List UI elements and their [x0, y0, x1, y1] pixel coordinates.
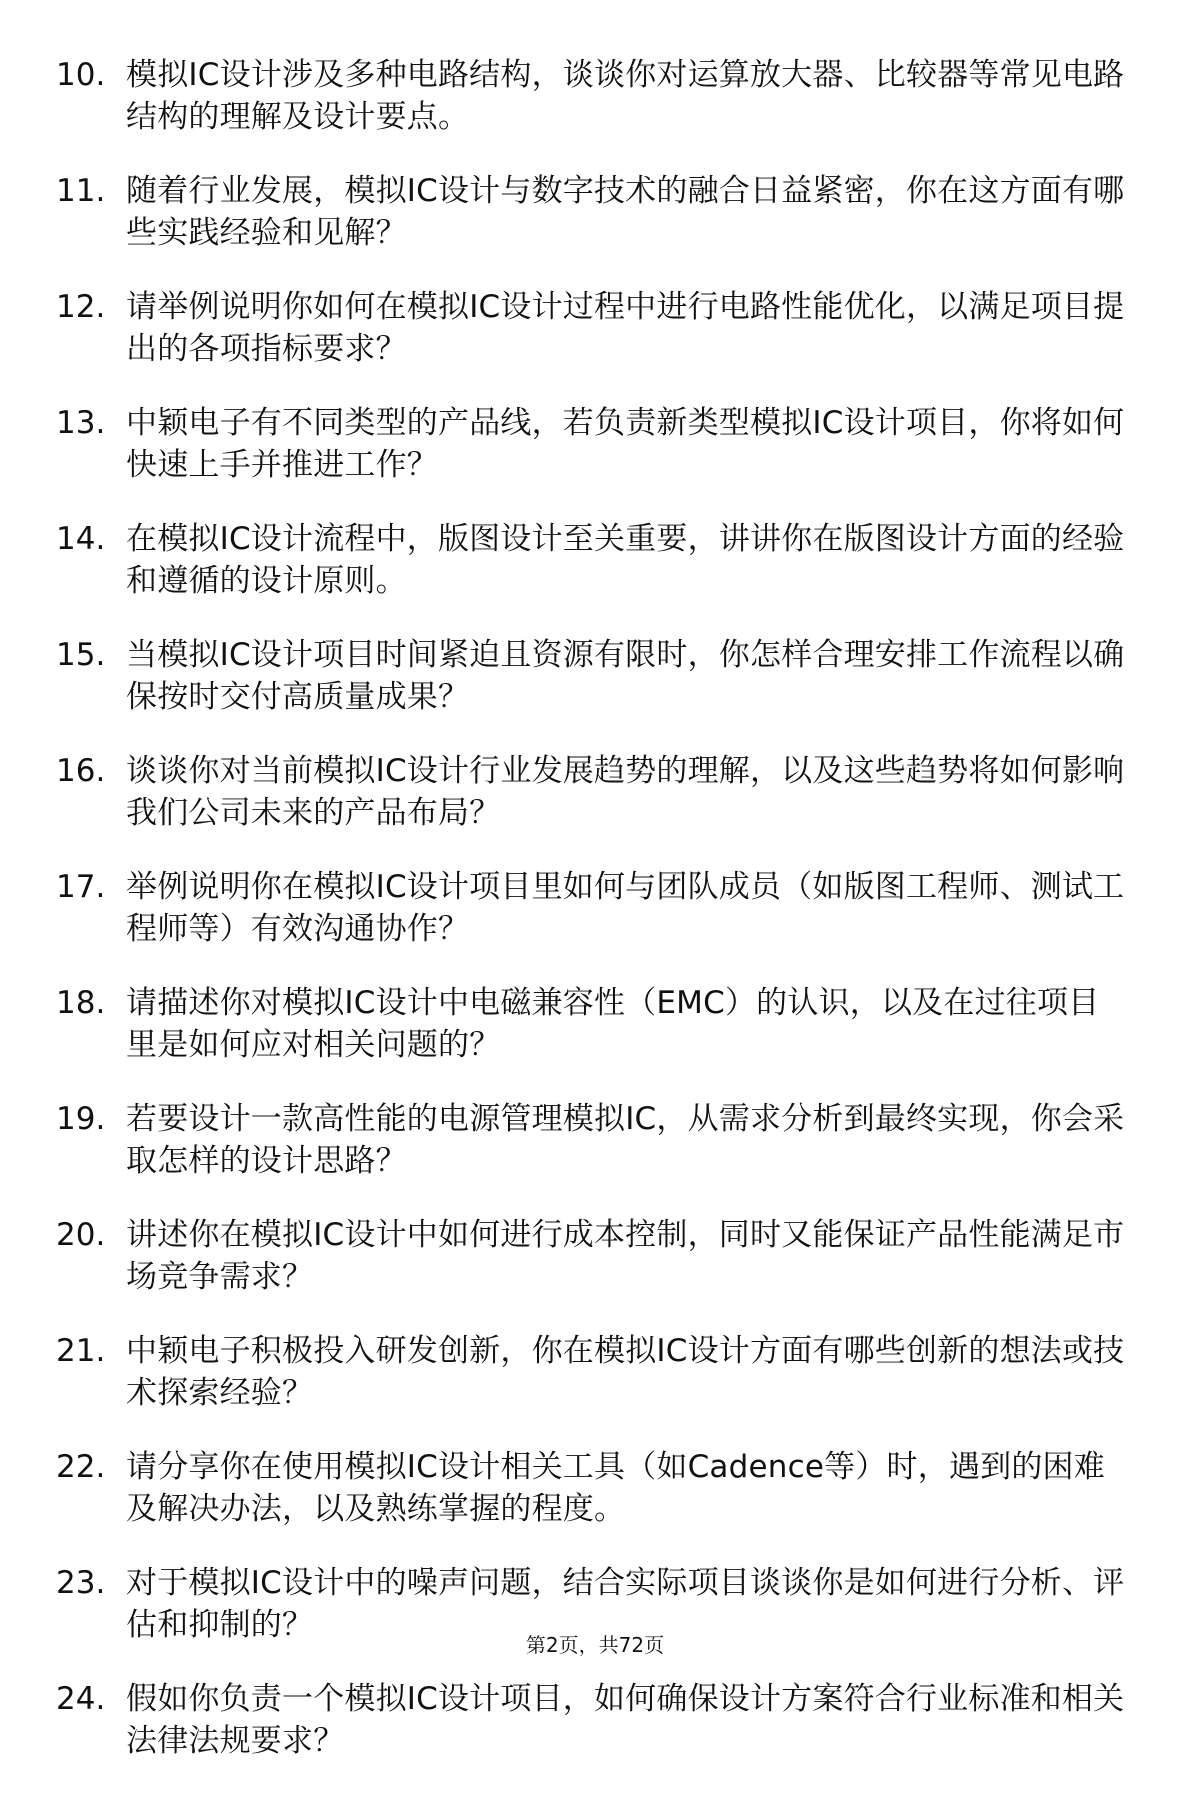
question-text: 在模拟IC设计流程中，版图设计至关重要，讲讲你在版图设计方面的经验和遵循的设计原则。	[126, 521, 1125, 599]
question-number: 22.	[56, 1449, 106, 1485]
question-text: 中颖电子积极投入研发创新，你在模拟IC设计方面有哪些创新的想法或技术探索经验？	[126, 1333, 1125, 1411]
question-text: 模拟IC设计涉及多种电路结构，谈谈你对运算放大器、比较器等常见电路结构的理解及设计要点。	[126, 57, 1125, 135]
question-item	[56, 1562, 1126, 1678]
question-item	[56, 170, 1126, 286]
page-footer	[0, 1632, 1190, 1658]
question-text: 举例说明你在模拟IC设计项目里如何与团队成员（如版图工程师、测试工程师等）有效沟通协作？	[126, 869, 1125, 947]
question-number: 10.	[56, 57, 106, 93]
question-item	[56, 1446, 1126, 1562]
question-number: 21.	[56, 1333, 106, 1369]
question-text: 随着行业发展，模拟IC设计与数字技术的融合日益紧密，你在这方面有哪些实践经验和见解？	[126, 173, 1125, 251]
question-item	[56, 518, 1126, 634]
question-item	[56, 54, 1126, 170]
question-item	[56, 402, 1126, 518]
question-item	[56, 634, 1126, 750]
question-text: 讲述你在模拟IC设计中如何进行成本控制，同时又能保证产品性能满足市场竞争需求？	[126, 1217, 1125, 1295]
question-text: 对于模拟IC设计中的噪声问题，结合实际项目谈谈你是如何进行分析、评估和抑制的？	[126, 1565, 1125, 1643]
question-text: 当模拟IC设计项目时间紧迫且资源有限时，你怎样合理安排工作流程以确保按时交付高质量成果？	[126, 637, 1125, 715]
question-list	[56, 54, 1126, 1794]
question-number: 14.	[56, 521, 106, 557]
question-text: 请举例说明你如何在模拟IC设计过程中进行电路性能优化，以满足项目提出的各项指标要求？	[126, 289, 1125, 367]
question-item	[56, 1678, 1126, 1794]
question-number: 11.	[56, 173, 106, 209]
question-number: 20.	[56, 1217, 106, 1253]
question-text: 若要设计一款高性能的电源管理模拟IC，从需求分析到最终实现，你会采取怎样的设计思路？	[126, 1101, 1125, 1179]
question-item	[56, 750, 1126, 866]
question-item	[56, 1330, 1126, 1446]
question-number: 18.	[56, 985, 106, 1021]
question-item	[56, 982, 1126, 1098]
question-number: 13.	[56, 405, 106, 441]
question-number: 16.	[56, 753, 106, 789]
question-item	[56, 286, 1126, 402]
question-text: 请描述你对模拟IC设计中电磁兼容性（EMC）的认识，以及在过往项目里是如何应对相关问题的？	[126, 985, 1100, 1063]
question-number: 12.	[56, 289, 106, 325]
question-item	[56, 866, 1126, 982]
question-item	[56, 1098, 1126, 1214]
question-text: 谈谈你对当前模拟IC设计行业发展趋势的理解，以及这些趋势将如何影响我们公司未来的产品布局？	[126, 753, 1125, 831]
question-number: 15.	[56, 637, 106, 673]
question-number: 17.	[56, 869, 106, 905]
question-text: 中颖电子有不同类型的产品线，若负责新类型模拟IC设计项目，你将如何快速上手并推进工作？	[126, 405, 1125, 483]
question-item	[56, 1214, 1126, 1330]
question-number: 19.	[56, 1101, 106, 1137]
question-text: 请分享你在使用模拟IC设计相关工具（如Cadence等）时，遇到的困难及解决办法，以及熟练掌握的程度。	[126, 1449, 1105, 1527]
question-number: 23.	[56, 1565, 106, 1601]
page-number-label: 第2页，共72页	[525, 1633, 665, 1657]
question-text: 假如你负责一个模拟IC设计项目，如何确保设计方案符合行业标准和相关法律法规要求？	[126, 1681, 1125, 1759]
question-number: 24.	[56, 1681, 106, 1717]
